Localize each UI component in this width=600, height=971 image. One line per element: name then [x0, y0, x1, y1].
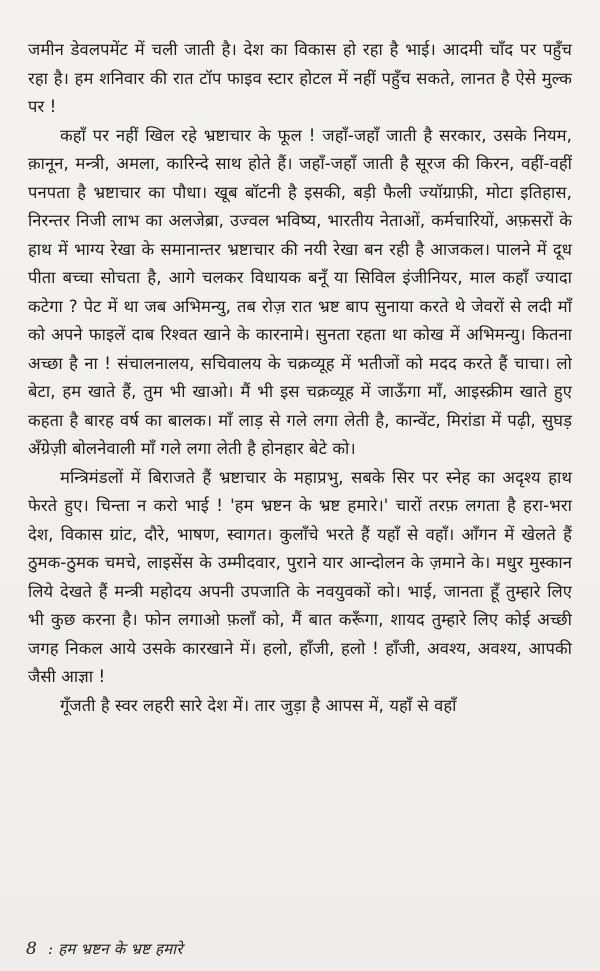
page-number: 8: [26, 939, 38, 959]
paragraph-2: कहाँ पर नहीं खिल रहे भ्रष्टाचार के फूल ! जहाँ-जहाँ जाती है सरकार, उसके नियम, क़ानून, मन्त्री, अमला, कारिन्दे साथ होते हैं। जहाँ-जहाँ जाती है सूरज की किरन, वहीं-वहीं पनपता है भ्रष्टाचार का पौधा। खूब बॉटनी है इसकी, बड़ी फैली ज्यॉग्राफ़ी, मोटा इतिहास, निरन्तर निजी लाभ का अलजेब्रा, उज्वल भविष्य, भारतीय नेताओं, कर्मचारियों, अफ़सरों के हाथ में भाग्य रेखा के समानान्तर भ्रष्टाचार की नयी रेखा बन रही है आजकल। पालने में दूध पीता बच्चा सोचता है, आगे चलकर विधायक बनूँ या सिविल इंजीनियर, माल कहाँ ज्यादा कटेगा ? पेट में था जब अभिमन्यु, तब रोज़ रात भ्रष्ट बाप सुनाया करते थे जेवरों से लदी माँ को अपने फाइलें दाब रिश्वत खाने के कारनामे। सुनता रहता था कोख में अभिमन्यु। कितना अच्छा है ना ! संचालनालय, सचिवालय के चक्रव्यूह में भतीजों को मदद करते हैं चाचा। लो बेटा, हम खाते हैं, तुम भी खाओ। मैं भी इस चक्रव्यूह में जाऊँगा माँ, आइस्क्रीम खाते हुए कहता है बारह वर्ष का बालक। माँ लाड़ से गले लगा लेती है, कान्वेंट, मिरांडा में पढ़ी, सुघड़ अँग्रेज़ी बोलनेवाली माँ गले लगा लेती है होनहार बेटे को।: [28, 125, 572, 458]
paragraph-3: मन्त्रिमंडलों में बिराजते हैं भ्रष्टाचार के महाप्रभु, सबके सिर पर स्नेह का अदृश्य हाथ फेरते हुए। चिन्ता न करो भाई ! 'हम भ्रष्टन के भ्रष्ट हमारे।' चारों तरफ़ लगता है हरा-भरा देश, विकास ग्रांट, दौरे, भाषण, स्वागत। कुलाँचे भरते हैं यहाँ से वहाँ। आँगन में खेलते हैं ठुमक-ठुमक चमचे, लाइसेंस के उम्मीदवार, पुराने यार आन्दोलन के ज़माने के। मधुर मुस्कान लिये देखते हैं मन्त्री महोदय अपनी उपजाति के नवयुवकों को। भाई, जानता हूँ तुम्हारे लिए भी कुछ करना है। फोन लगाओ फ़लाँ को, मैं बात करूँगा, शायद तुम्हारे लिए कोई अच्छी जगह निकल आये उसके कारखाने में। हलो, हाँजी, हलो ! हाँजी, अवश्य, अवश्य, आपकी जैसी आज्ञा !: [28, 467, 572, 686]
footer-separator: :: [48, 940, 54, 958]
paragraph-4: गूँजती है स्वर लहरी सारे देश में। तार जुड़ा है आपस में, यहाँ से वहाँ: [60, 695, 457, 715]
page-footer: [26, 939, 183, 959]
paragraph-1: जमीन डेवलपमेंट में चली जाती है। देश का विकास हो रहा है भाई। आदमी चाँद पर पहुँच रहा है। हम शनिवार की रात टॉप फाइव स्टार होटल में नहीं पहुँच सकते, लानत है ऐसे मुल्क पर !: [28, 40, 572, 116]
running-title: हम भ्रष्टन के भ्रष्ट हमारे: [58, 940, 183, 958]
page-body: [28, 36, 572, 720]
